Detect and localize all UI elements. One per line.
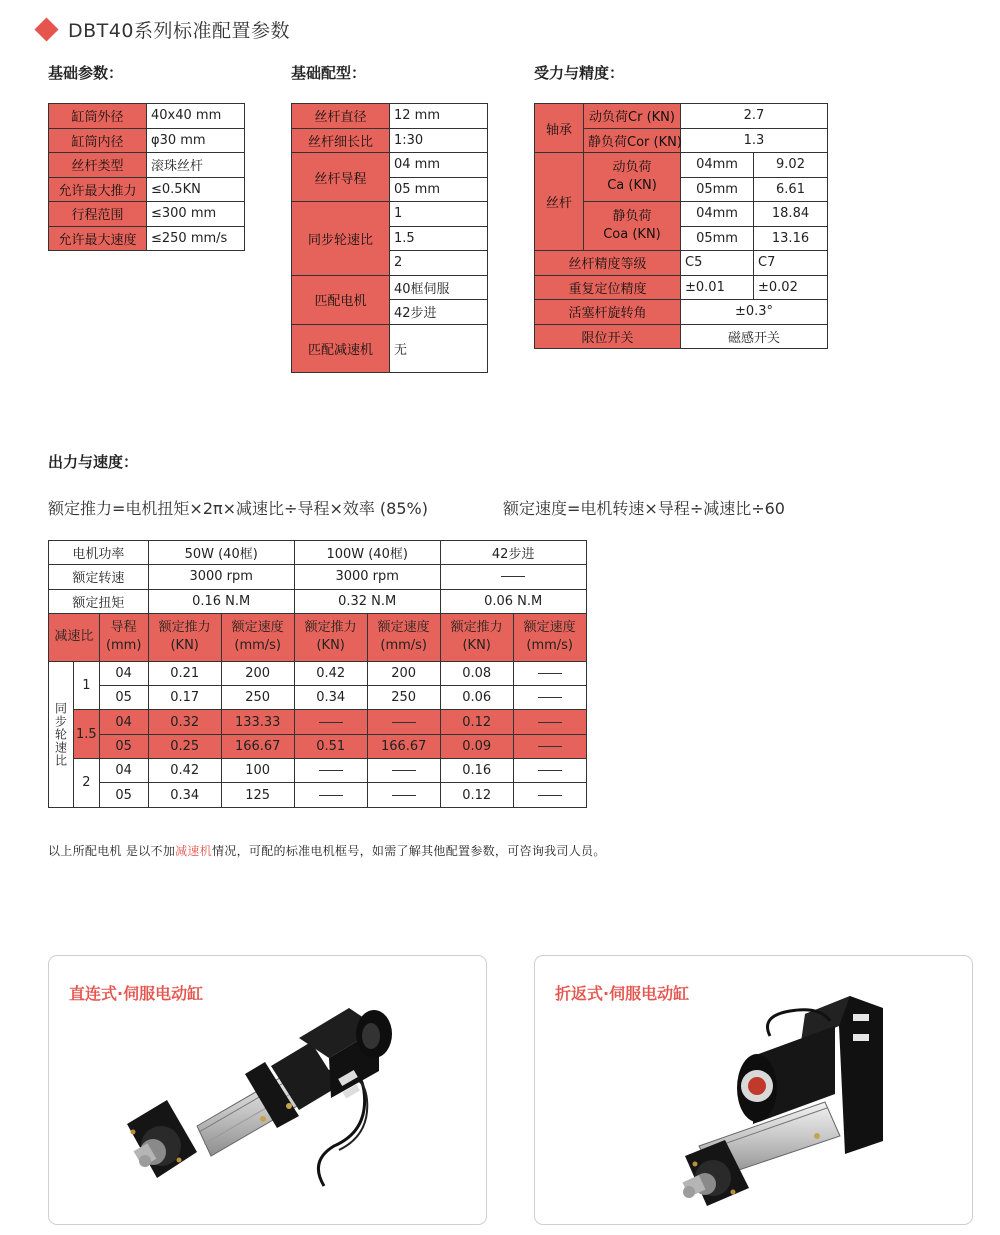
basic-param-value: ≤250 mm/s: [147, 226, 245, 251]
basic-param-row: [49, 202, 245, 227]
speed-header-stepper: [513, 613, 586, 661]
force-header-line1: 额定推力: [450, 620, 503, 636]
basic-param-row: [49, 128, 245, 153]
rated-force-cell: [294, 710, 367, 734]
slenderness-label: 丝杆细长比: [292, 128, 390, 153]
rated-speed-cell: 166.67: [367, 734, 440, 758]
screw-grade-c7: C7: [754, 251, 828, 276]
dynamic-ca-label: [584, 153, 681, 202]
dynamic-load-cr-value: 2.7: [681, 104, 828, 129]
rated-force-cell: 0.12: [440, 710, 513, 734]
product-card-title: 直连式·伺服电动缸: [69, 984, 204, 1003]
product-card-direct: [48, 955, 487, 1225]
diamond-bullet-icon: [34, 17, 58, 41]
rated-force-cell: 0.16: [440, 759, 513, 783]
speed-header-line2: (mm/s): [234, 638, 281, 654]
slenderness-value: 1:30: [390, 128, 488, 153]
sync-ratio-value-1: 1: [390, 202, 488, 227]
ratio-value: 1: [74, 661, 100, 710]
output-speed-heading: 出力与速度：: [48, 453, 139, 471]
speed-header-line2: (mm/s): [526, 638, 573, 654]
static-coa-lead-04: 04mm: [681, 202, 754, 227]
speed-header-line1: 额定速度: [231, 620, 284, 636]
basic-param-value: ≤300 mm: [147, 202, 245, 227]
product-card-title: 折返式·伺服电动缸: [555, 984, 690, 1003]
rated-force-cell: 0.17: [148, 686, 221, 710]
screw-diameter-label: 丝杆直径: [292, 104, 390, 129]
rated-speed-cell: [367, 710, 440, 734]
basic-param-label: 缸筒内径: [49, 128, 147, 153]
basic-param-label: 丝杆类型: [49, 153, 147, 178]
screw-grade-label: 丝杆精度等级: [535, 251, 681, 276]
sync-ratio-value-2: 1.5: [390, 226, 488, 251]
lead-label: 丝杆导程: [292, 153, 390, 202]
lead-value: 05: [99, 783, 148, 807]
basic-config-table: [291, 103, 488, 373]
bearing-label: 轴承: [535, 104, 584, 153]
motor-value-stepper: 42步进: [390, 300, 488, 325]
dash-mark: [319, 770, 343, 771]
product-card-folded: [534, 955, 973, 1225]
force-header-line1: 额定推力: [158, 620, 211, 636]
speed-header-line1: 额定速度: [523, 620, 576, 636]
rated-torque-label: 额定扭矩: [49, 589, 149, 613]
basic-param-label: 缸筒外径: [49, 104, 147, 129]
basic-config-heading: 基础配型：: [291, 64, 367, 82]
dash-mark: [501, 576, 525, 577]
speed-header-line2: (mm/s): [380, 638, 427, 654]
rated-speed-cell: 166.67: [221, 734, 294, 758]
basic-params-table: [48, 103, 245, 251]
rated-speed-stepper: [440, 565, 586, 589]
motor-value-servo: 40框伺服: [390, 275, 488, 300]
ratio-header: 减速比: [49, 613, 100, 661]
page-title: DBT40系列标准配置参数: [68, 19, 290, 42]
rated-speed-cell: 133.33: [221, 710, 294, 734]
basic-param-label: 允许最大速度: [49, 226, 147, 251]
static-load-cor-value: 1.3: [681, 128, 828, 153]
static-coa-label-line1: 静负荷: [612, 209, 652, 224]
lead-header-line2: (mm): [105, 638, 142, 654]
output-speed-table: [48, 540, 587, 808]
motor-100w: 100W (40框): [294, 541, 440, 565]
rated-speed-cell: 125: [221, 783, 294, 807]
reducer-label: 匹配减速机: [292, 324, 390, 372]
force-header-stepper: [440, 613, 513, 661]
motor-label: 匹配电机: [292, 275, 390, 324]
rated-force-cell: 0.42: [294, 661, 367, 685]
rated-speed-cell: 100: [221, 759, 294, 783]
force-header-line1: 额定推力: [304, 620, 357, 636]
rated-force-cell: 0.25: [148, 734, 221, 758]
dynamic-ca-lead-04: 04mm: [681, 153, 754, 178]
dynamic-ca-value-04: 9.02: [754, 153, 828, 178]
dash-mark: [538, 697, 562, 698]
lead-value: 05: [99, 734, 148, 758]
rated-force-cell: 0.09: [440, 734, 513, 758]
rated-force-cell: 0.32: [148, 710, 221, 734]
performance-row: [49, 783, 587, 807]
force-header-line2: (KN): [316, 638, 345, 654]
footnote-text-before: 以上所配电机 是以不加: [48, 844, 176, 858]
basic-param-row: [49, 226, 245, 251]
direct-servo-cylinder-image: [49, 956, 487, 1225]
rated-speed-cell: 250: [367, 686, 440, 710]
folded-servo-cylinder-image: [535, 956, 973, 1225]
lead-header-line1: 导程: [110, 620, 137, 636]
lead-value-04: 04 mm: [390, 153, 488, 178]
limit-switch-value: 磁感开关: [681, 324, 828, 349]
dash-mark: [319, 722, 343, 723]
dash-mark: [538, 770, 562, 771]
page-title-row: [34, 14, 290, 44]
dynamic-ca-label-line2: Ca (KN): [607, 178, 657, 193]
rated-speed-cell: [367, 783, 440, 807]
performance-row: [49, 686, 587, 710]
basic-param-value: φ30 mm: [147, 128, 245, 153]
rated-torque-100w: 0.32 N.M: [294, 589, 440, 613]
static-coa-label: [584, 202, 681, 251]
speed-header-50w: [221, 613, 294, 661]
motor-50w: 50W (40框): [148, 541, 294, 565]
motor-42-stepper: 42步进: [440, 541, 586, 565]
rated-force-cell: [294, 783, 367, 807]
force-header-line2: (KN): [462, 638, 491, 654]
formula-speed: 额定速度=电机转速×导程÷减速比÷60: [503, 499, 785, 518]
basic-params-heading: 基础参数：: [48, 64, 124, 82]
lead-value: 05: [99, 686, 148, 710]
force-header-line2: (KN): [170, 638, 199, 654]
rated-torque-50w: 0.16 N.M: [148, 589, 294, 613]
dynamic-ca-value-05: 6.61: [754, 177, 828, 202]
rated-force-cell: 0.12: [440, 783, 513, 807]
sync-ratio-vertical-label: 同步轮速比: [49, 661, 74, 807]
rated-speed-cell: [513, 734, 586, 758]
dash-mark: [319, 795, 343, 796]
rated-speed-cell: [513, 661, 586, 685]
basic-param-value: 滚珠丝杆: [147, 153, 245, 178]
performance-row: [49, 734, 587, 758]
repeat-precision-label: 重复定位精度: [535, 275, 681, 300]
static-coa-value-04: 18.84: [754, 202, 828, 227]
performance-row: [49, 710, 587, 734]
rated-speed-cell: 200: [221, 661, 294, 685]
lead-header: [99, 613, 148, 661]
static-coa-value-05: 13.16: [754, 226, 828, 251]
dash-mark: [392, 770, 416, 771]
dynamic-ca-lead-05: 05mm: [681, 177, 754, 202]
rated-force-cell: 0.51: [294, 734, 367, 758]
force-header-50w: [148, 613, 221, 661]
rated-speed-label: 额定转速: [49, 565, 149, 589]
basic-param-row: [49, 153, 245, 178]
force-precision-table: [534, 103, 828, 349]
basic-param-label: 允许最大推力: [49, 177, 147, 202]
dash-mark: [538, 746, 562, 747]
lead-value: 04: [99, 661, 148, 685]
static-coa-lead-05: 05mm: [681, 226, 754, 251]
rated-speed-50w: 3000 rpm: [148, 565, 294, 589]
footnote: [48, 842, 606, 859]
rated-force-cell: [294, 759, 367, 783]
dash-mark: [392, 722, 416, 723]
rated-speed-cell: [367, 759, 440, 783]
rated-speed-cell: [513, 783, 586, 807]
rated-speed-cell: 200: [367, 661, 440, 685]
repeat-precision-b: ±0.02: [754, 275, 828, 300]
screw-grade-c5: C5: [681, 251, 754, 276]
basic-param-row: [49, 104, 245, 129]
rod-rotation-label: 活塞杆旋转角: [535, 300, 681, 325]
sync-ratio-label: 同步轮速比: [292, 202, 390, 276]
dash-mark: [392, 795, 416, 796]
rated-speed-cell: [513, 710, 586, 734]
rated-speed-cell: 250: [221, 686, 294, 710]
rated-force-cell: 0.34: [294, 686, 367, 710]
formula-force: 额定推力=电机扭矩×2π×减速比÷导程×效率 (85%): [48, 499, 428, 518]
speed-header-100w: [367, 613, 440, 661]
rod-rotation-value: ±0.3°: [681, 300, 828, 325]
dynamic-ca-label-line1: 动负荷: [612, 160, 652, 175]
dash-mark: [538, 673, 562, 674]
rated-force-cell: 0.21: [148, 661, 221, 685]
ratio-value: 2: [74, 759, 100, 808]
static-load-cor-label: 静负荷Cor (KN): [584, 128, 681, 153]
screw-diameter-value: 12 mm: [390, 104, 488, 129]
footnote-highlight: 减速机: [175, 844, 213, 858]
force-header-100w: [294, 613, 367, 661]
static-coa-label-line2: Coa (KN): [603, 227, 661, 242]
lead-value: 04: [99, 710, 148, 734]
basic-param-row: [49, 177, 245, 202]
footnote-text-after: 情况，可配的标准电机框号，如需了解其他配置参数，可咨询我司人员。: [212, 844, 606, 858]
lead-value-05: 05 mm: [390, 177, 488, 202]
rated-force-cell: 0.08: [440, 661, 513, 685]
performance-row: [49, 661, 587, 685]
reducer-value: 无: [390, 324, 488, 372]
motor-power-label: 电机功率: [49, 541, 149, 565]
rated-force-cell: 0.06: [440, 686, 513, 710]
ratio-value: 1.5: [74, 710, 100, 759]
lead-value: 04: [99, 759, 148, 783]
rated-speed-100w: 3000 rpm: [294, 565, 440, 589]
dash-mark: [538, 722, 562, 723]
force-precision-heading: 受力与精度：: [534, 64, 625, 82]
sync-ratio-value-3: 2: [390, 251, 488, 276]
speed-header-line1: 额定速度: [377, 620, 430, 636]
basic-param-value: ≤0.5KN: [147, 177, 245, 202]
dash-mark: [538, 795, 562, 796]
performance-row: [49, 759, 587, 783]
limit-switch-label: 限位开关: [535, 324, 681, 349]
dynamic-load-cr-label: 动负荷Cr (KN): [584, 104, 681, 129]
rated-force-cell: 0.42: [148, 759, 221, 783]
rated-speed-cell: [513, 759, 586, 783]
rated-speed-cell: [513, 686, 586, 710]
rated-force-cell: 0.34: [148, 783, 221, 807]
screw-label: 丝杆: [535, 153, 584, 251]
basic-param-value: 40x40 mm: [147, 104, 245, 129]
rated-torque-stepper: 0.06 N.M: [440, 589, 586, 613]
repeat-precision-a: ±0.01: [681, 275, 754, 300]
basic-param-label: 行程范围: [49, 202, 147, 227]
